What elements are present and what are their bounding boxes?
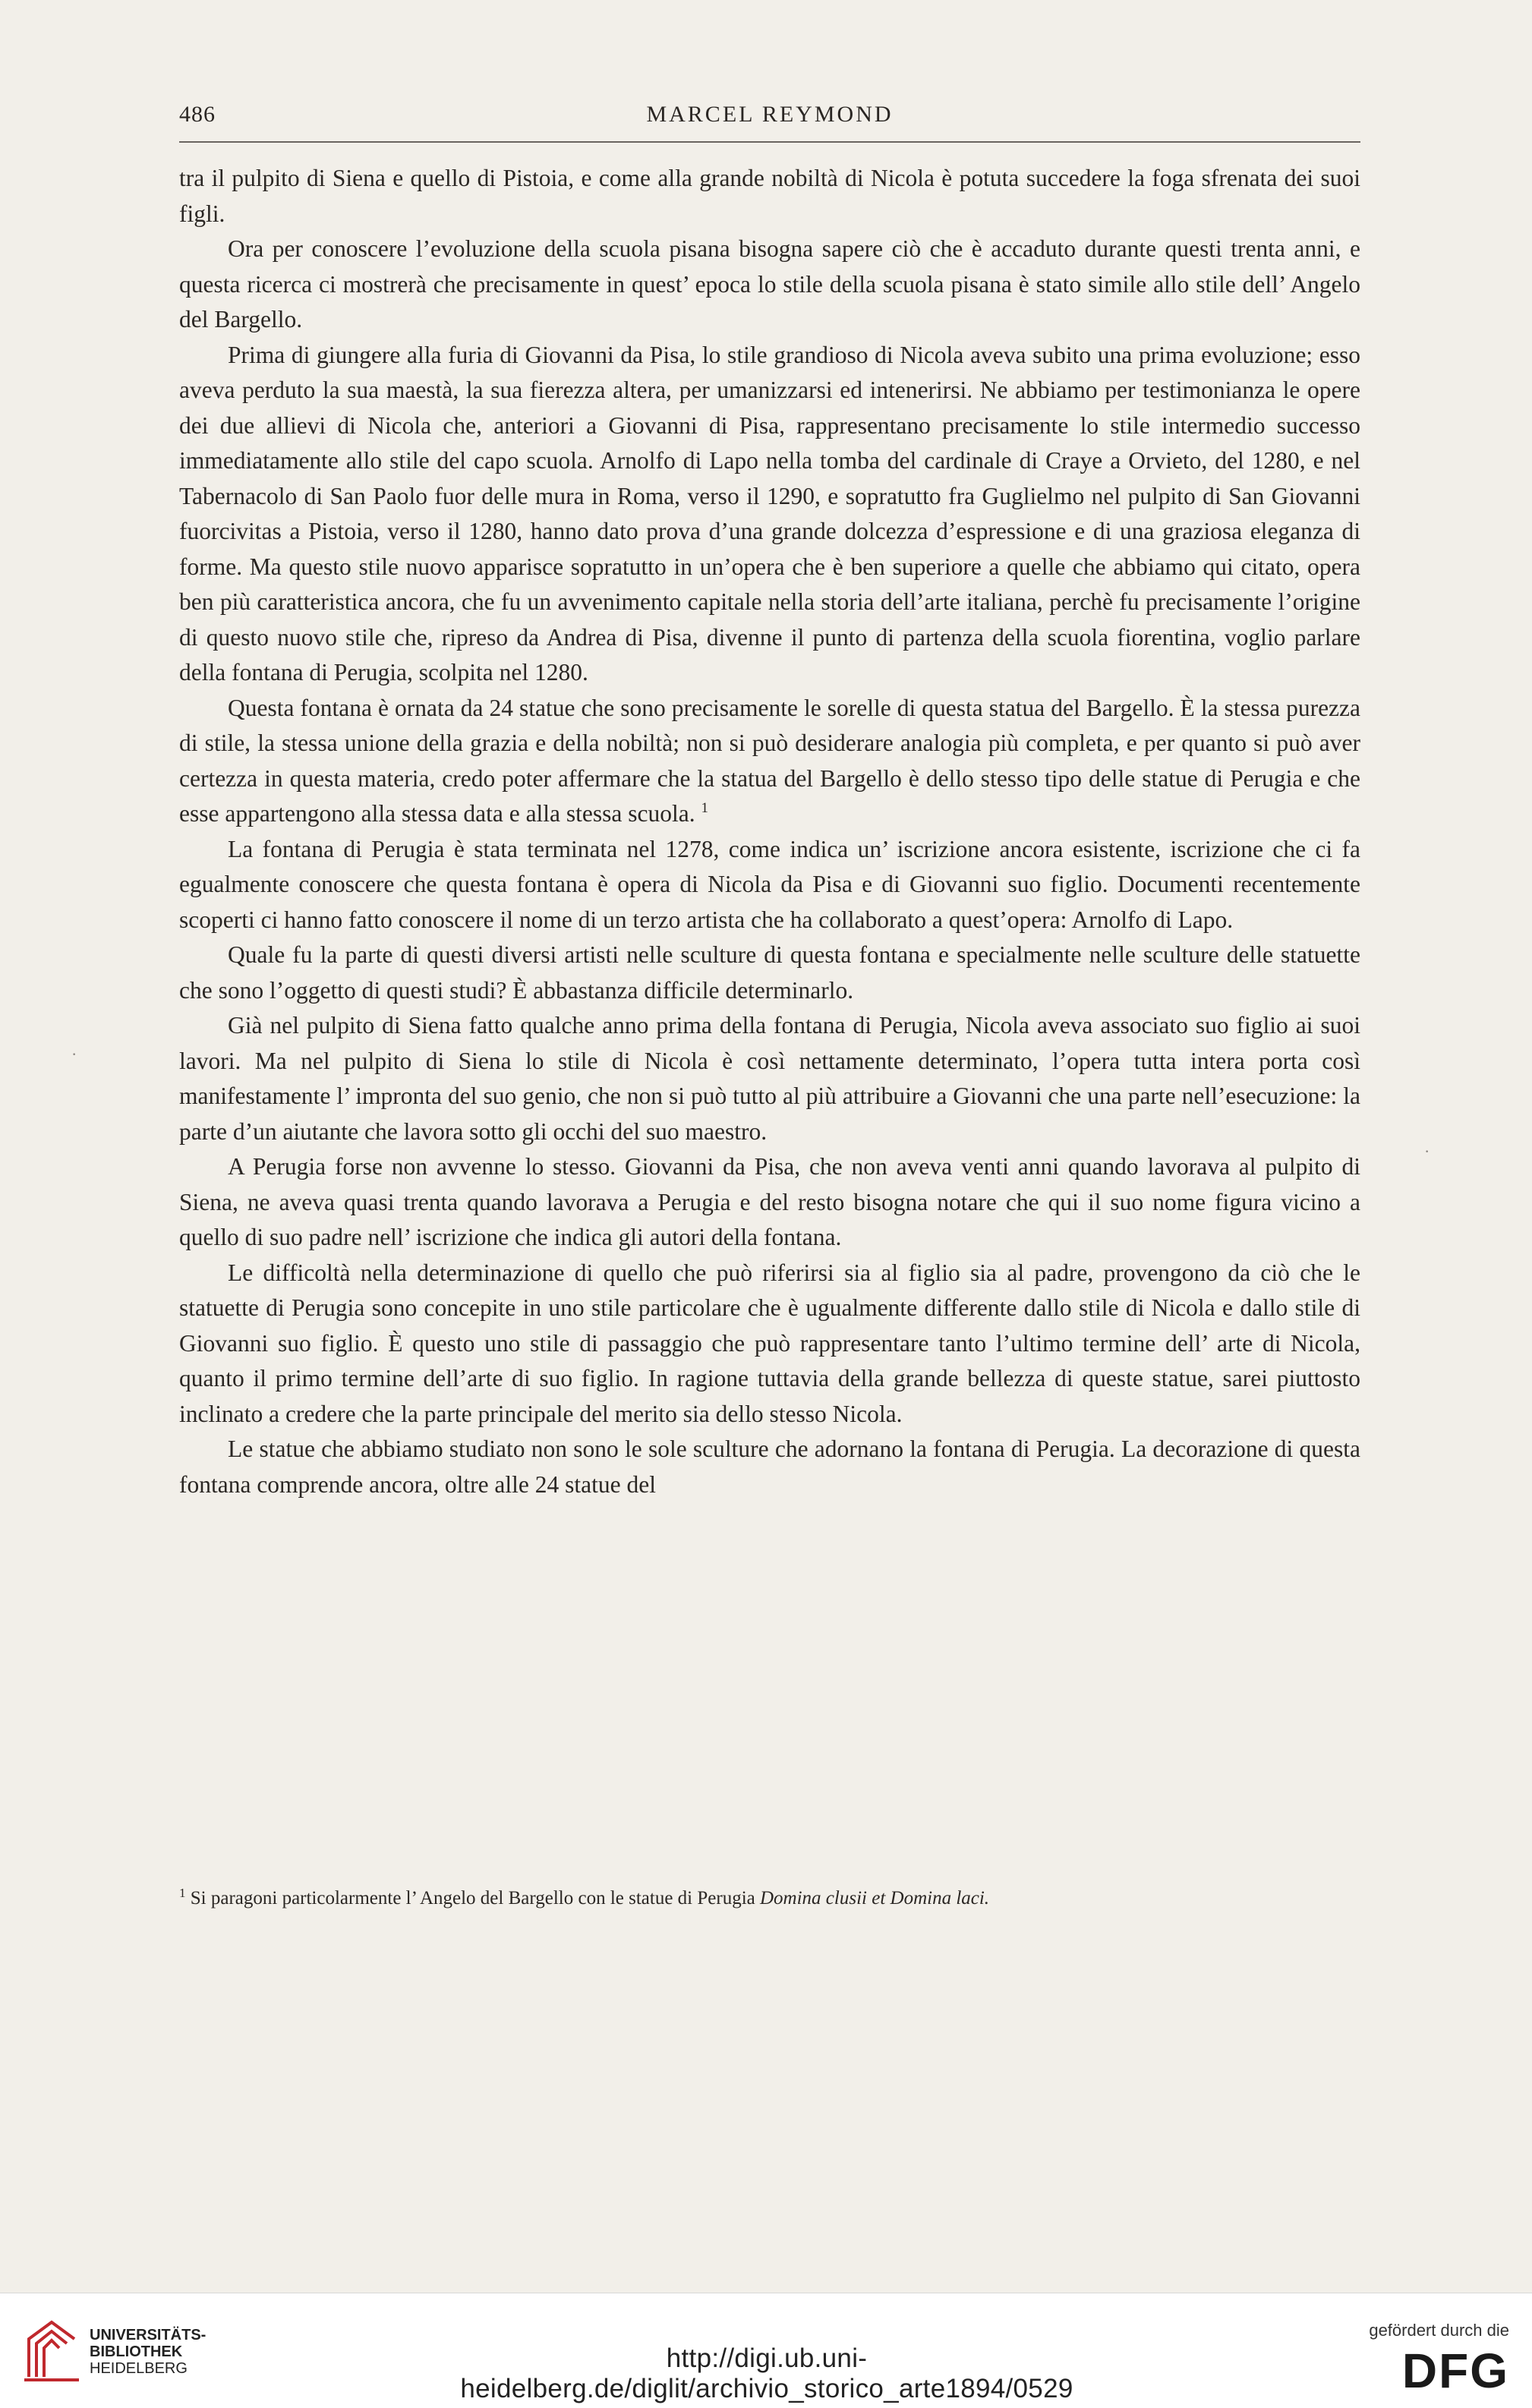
running-head: [179, 97, 1360, 135]
paragraph-9: Le difficoltà nella determinazione di quello che può riferirsi sia al figlio sia al padre, provengono da ciò che le statuette di Perugia sono concepite in uno stile particolare che è ugualmente differente dallo stile di Nicola e dallo stile di Giovanni suo figlio. È questo uno stile di passaggio che può rappresentare tanto l’ultimo termine dell’ arte di Nicola, quanto il primo termine dell’arte di suo figlio. In ragione tuttavia della grande bellezza di queste statue, sarei piuttosto inclinato a credere che la parte principale del merito sia dello stesso Nicola.: [179, 1259, 1360, 1427]
paragraph-6: Quale fu la parte di questi diversi artisti nelle sculture di questa fontana e specialmente nelle sculture delle statuette che sono l’oggetto di questi studi? È abbastanza difficile determinarlo.: [179, 941, 1360, 1004]
body-text: [179, 161, 1360, 1502]
paragraph-5: La fontana di Perugia è stata terminata nel 1278, come indica un’ iscrizione ancora esistente, iscrizione che ci fa egualmente conoscere che questa fontana è opera di Nicola da Pisa e di Giovanni suo figlio. Documenti recentemente scoperti ci hanno fatto conoscere il nome di un terzo artista che ha collaborato a quest’opera: Arnolfo di Lapo.: [179, 835, 1360, 933]
funding-credit: gefördert durch die: [1369, 2321, 1509, 2340]
permalink-url[interactable]: http://digi.ub.uni-heidelberg.de/diglit/archivio_storico_arte1894/0529: [460, 2343, 1073, 2403]
page-number: 486: [179, 102, 216, 127]
footnote-mark: 1: [179, 1886, 186, 1900]
library-line-2: BIBLIOTHEK: [90, 2343, 183, 2360]
footnote: [179, 1884, 1360, 1913]
header-rule: [179, 141, 1360, 143]
paragraph-2: Ora per conoscere l’evoluzione della scuola pisana bisogna sapere ciò che è accaduto durante questi trenta anni, e questa ricerca ci mostrerà che precisamente in quest’ epoca lo stile della scuola pisana è stato simile allo stile dell’ Angelo del Bargello.: [179, 235, 1360, 333]
library-name: [90, 2327, 206, 2377]
paragraph-4: [179, 691, 1360, 832]
paragraph-7: Già nel pulpito di Siena fatto qualche anno prima della fontana di Perugia, Nicola aveva associato suo figlio ai suoi lavori. Ma nel pulpito di Siena lo stile di Nicola è così nettamente determinato, l’opera tutta intera porta così manifestamente l’ impronta del suo genio, che non si può tutto al più attribuire a Giovanni che una parte nell’esecuzione: la parte d’un aiutante che lavora sotto gli occhi del suo maestro.: [179, 1012, 1360, 1145]
dfg-logo: DFG: [1401, 2343, 1509, 2398]
paragraph-1: tra il pulpito di Siena e quello di Pistoia, e come alla grande nobiltà di Nicola è potuta succedere la foga sfrenata dei suoi figli.: [179, 165, 1360, 227]
footnote-italic-title: Domina clusii et Domina laci.: [760, 1888, 990, 1908]
library-line-1: UNIVERSITÄTS-: [90, 2327, 206, 2343]
university-library-logo-icon: [21, 2316, 82, 2384]
paragraph-3: Prima di giungere alla furia di Giovanni da Pisa, lo stile grandioso di Nicola aveva subito una prima evoluzione; esso aveva perduto la sua maestà, la sua fierezza altera, per umanizzarsi ed intenerirsi. Ne abbiamo per testimonianza le opere dei due allievi di Nicola che, anteriori a Giovanni di Pisa, rappresentano precisamente lo stile intermedio successo immediatamente allo stile del capo scuola. Arnolfo di Lapo nella tomba del cardinale di Craye a Orvieto, del 1280, e nel Tabernacolo di San Paolo fuor delle mura in Roma, verso il 1290, e sopratutto fra Guglielmo nel pulpito di San Giovanni fuorcivitas a Pistoia, verso il 1280, hanno dato prova d’una grande dolcezza d’espressione e di una graziosa eleganza di forme. Ma questo stile nuovo apparisce sopratutto in un’opera che è ben superiore a quelle che abbiamo qui citato, opera ben più caratteristica ancora, che fu un avvenimento capitale nella storia dell’arte italiana, perchè fu precisamente l’origine di questo nuovo stile che, ripreso da Andrea di Pisa, divenne il punto di partenza della scuola fiorentina, voglio parlare della fontana di Perugia, scolpita nel 1280.: [179, 341, 1360, 686]
paragraph-10: Le statue che abbiamo studiato non sono le sole sculture che adornano la fontana di Perugia. La decorazione di questa fontana comprende ancora, oltre alle 24 statue del: [179, 1436, 1360, 1498]
margin-speck-icon: ·: [71, 1045, 77, 1064]
digitization-footer: [0, 2293, 1532, 2408]
paragraph-4-text: Questa fontana è ornata da 24 statue che sono precisamente le sorelle di questa statua del Bargello. È la stessa purezza di stile, la stessa unione della grazia e della nobiltà; non si può desiderare analogia più completa, e per quanto si può aver certezza in questa materia, credo poter affermare che la statua del Bargello è dello stesso tipo delle statue di Perugia e che esse appartengono alla stessa data e alla stessa scuola.: [179, 694, 1360, 827]
running-title: MARCEL REYMOND: [646, 102, 894, 127]
margin-speck-icon: ·: [1424, 1142, 1430, 1161]
library-line-3: HEIDELBERG: [90, 2360, 188, 2377]
footnote-text: Si paragoni particolarmente l’ Angelo del Bargello con le statue di Perugia: [190, 1888, 755, 1908]
footnote-reference: 1: [701, 800, 708, 816]
paragraph-8: A Perugia forse non avvenne lo stesso. Giovanni da Pisa, che non aveva venti anni quando lavorava al pulpito di Siena, ne aveva quasi trenta quando lavorava a Perugia e del resto bisogna notare che qui il suo nome figura vicino a quello di suo padre nell’ iscrizione che indica gli autori della fontana.: [179, 1153, 1360, 1250]
